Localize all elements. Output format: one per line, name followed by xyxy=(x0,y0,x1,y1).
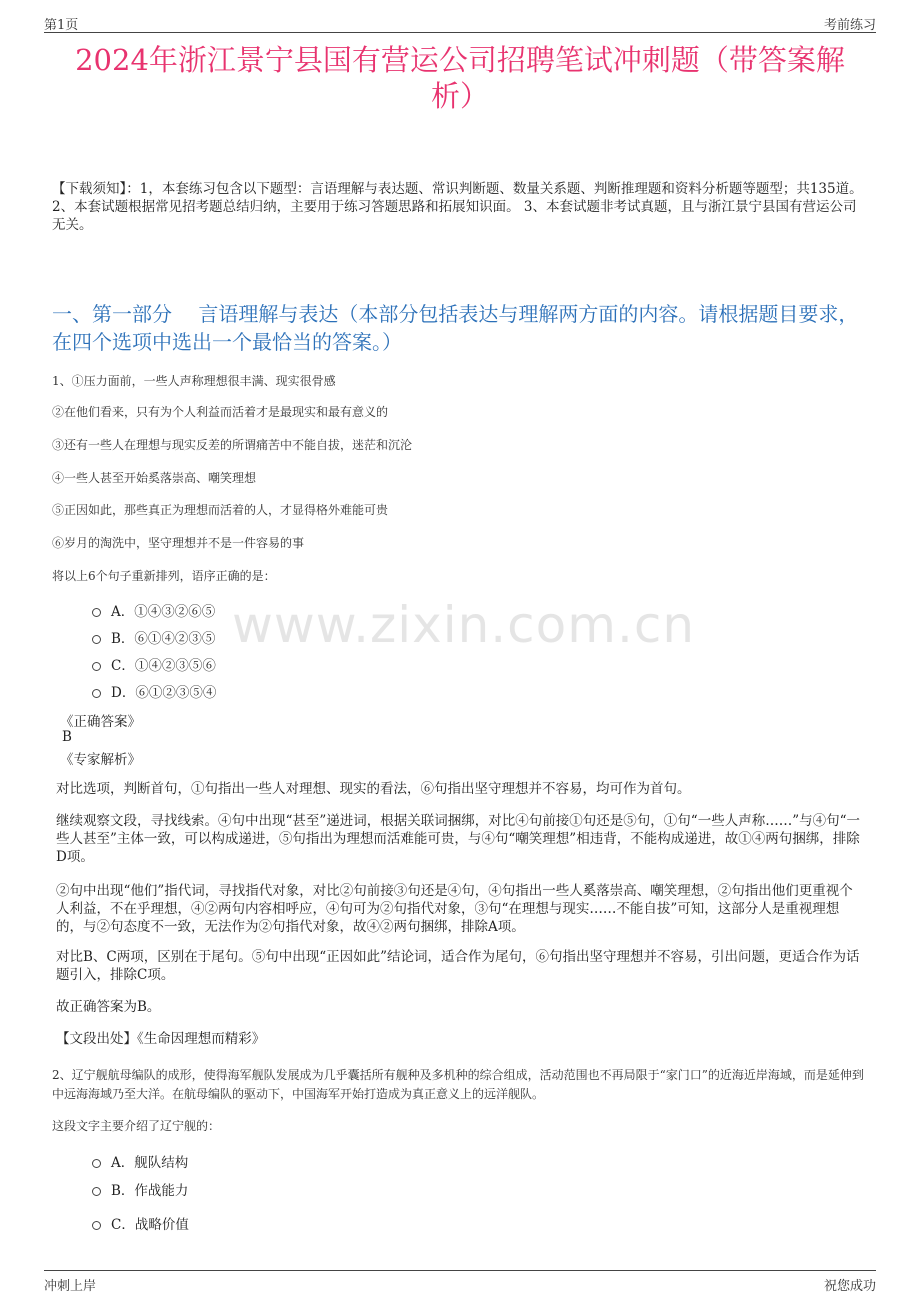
q1-option-b[interactable] xyxy=(92,627,215,647)
analysis-conclusion: 故正确答案为B。 xyxy=(56,999,161,1015)
option-label: D．⑥①②③⑤④ xyxy=(111,685,217,701)
sentence-2: ②在他们看来，只有为个人利益而活着才是最现实和最有意义的 xyxy=(52,405,389,419)
option-label: B．作战能力 xyxy=(111,1183,189,1199)
footer-right: 祝您成功 xyxy=(823,1279,876,1294)
q1-option-d[interactable] xyxy=(92,681,216,701)
q2-option-a[interactable] xyxy=(92,1151,188,1171)
section-title: 一、第一部分 言语理解与表达（本部分包括表达与理解两方面的内容。请根据题目要求，在四个选项中选出一个最恰当的答案。） xyxy=(52,302,859,354)
sentence-6: ⑥岁月的淘洗中，坚守理想并不是一件容易的事 xyxy=(52,536,305,550)
sentence-4: ④一些人甚至开始奚落崇高、嘲笑理想 xyxy=(52,471,257,485)
sentence-3: ③还有一些人在理想与现实反差的所谓痛苦中不能自拔，迷茫和沉沦 xyxy=(52,438,413,452)
q2-option-b[interactable] xyxy=(92,1179,188,1199)
q1-option-c[interactable] xyxy=(92,654,216,674)
footer-left: 冲刺上岸 xyxy=(44,1279,97,1294)
analysis-paragraph-4: 对比B、C两项，区别在于尾句。⑤句中出现“正因如此”结论词，适合作为尾句，⑥句指出坚守理想并不容易，引出问题，更适合作为话题引入，排除C项。 xyxy=(56,949,860,983)
radio-icon[interactable] xyxy=(92,635,101,644)
radio-icon[interactable] xyxy=(92,1187,101,1196)
radio-icon[interactable] xyxy=(92,662,101,671)
radio-icon[interactable] xyxy=(92,1221,101,1230)
answer-label: 《正确答案》 xyxy=(60,714,141,730)
option-label: A．舰队结构 xyxy=(111,1155,189,1171)
download-notice: 【下载须知】：1，本套练习包含以下题型：言语理解与表达题、常识判断题、数量关系题、判断推理题和资料分析题等题型；共135道。 2、本套试题根据常见招考题总结归纳，主要用于练习答题思路和拓展知识面。 3、本套试题非考试真题，且与浙江景宁县国有营运公司无关。 xyxy=(52,181,863,233)
answer-value: B xyxy=(62,729,72,745)
radio-icon[interactable] xyxy=(92,608,101,617)
page-number: 第1页 xyxy=(44,18,79,33)
option-label: B．⑥①④②③⑤ xyxy=(111,631,216,647)
watermark: www.zixin.com.cn xyxy=(232,596,696,654)
sentence-5: ⑤正因如此，那些真正为理想而活着的人，才显得格外难能可贵 xyxy=(52,503,389,517)
option-label: C．战略价值 xyxy=(111,1217,189,1233)
question-2-prompt: 这段文字主要介绍了辽宁舰的： xyxy=(52,1119,221,1133)
option-label: C．①④②③⑤⑥ xyxy=(111,658,216,674)
analysis-paragraph-2: 继续观察文段，寻找线索。④句中出现“甚至”递进词，根据关联词捆绑，对比④句前接①句还是⑤句，①句“一些人声称……”与④句“一些人甚至”主体一致，可以构成递进，⑤句指出为理想而活难能可贵，与④句“嘲笑理想”相违背，不能构成递进，故①④两句捆绑，排除D项。 xyxy=(56,813,861,865)
analysis-label: 《专家解析》 xyxy=(60,752,141,768)
source-note: 【文段出处】《生命因理想而精彩》 xyxy=(56,1031,266,1047)
q2-option-c[interactable] xyxy=(92,1213,189,1233)
option-label: A．①④③②⑥⑤ xyxy=(111,604,216,620)
question-1-stem: 1、①压力面前，一些人声称理想很丰满、现实很骨感 xyxy=(52,374,336,388)
question-2-stem: 2、辽宁舰航母编队的成形，使得海军舰队发展成为几乎囊括所有舰种及多机种的综合组成，活动范围也不再局限于“家门口”的近海近岸海域，而是延伸到中远海海域乃至大洋。在航母编队的驱动下，中国海军开始打造成为真正意义上的远洋舰队。 xyxy=(52,1068,864,1101)
page-header xyxy=(44,12,876,33)
analysis-paragraph-3: ②句中出现“他们”指代词，寻找指代对象，对比②句前接③句还是④句，④句指出一些人奚落崇高、嘲笑理想，②句指出他们更重视个人利益，不在乎理想，④②两句内容相呼应，④句可为②句指代对象，③句“在理想与现实……不能自拔”可知，这部分人是重视理想的，与②句态度不一致，无法作为②句指代对象，故④②两句捆绑，排除A项。 xyxy=(56,883,853,935)
document-title: 2024年浙江景宁县国有营运公司招聘笔试冲刺题（带答案解析） xyxy=(75,43,845,113)
radio-icon[interactable] xyxy=(92,1159,101,1168)
radio-icon[interactable] xyxy=(92,689,101,698)
page-footer xyxy=(44,1270,876,1295)
header-label: 考前练习 xyxy=(823,18,876,33)
q1-option-a[interactable] xyxy=(92,600,215,620)
analysis-paragraph-1: 对比选项，判断首句，①句指出一些人对理想、现实的看法，⑥句指出坚守理想并不容易，均可作为首句。 xyxy=(56,781,691,797)
question-1-prompt: 将以上6个句子重新排列，语序正确的是： xyxy=(52,569,276,583)
